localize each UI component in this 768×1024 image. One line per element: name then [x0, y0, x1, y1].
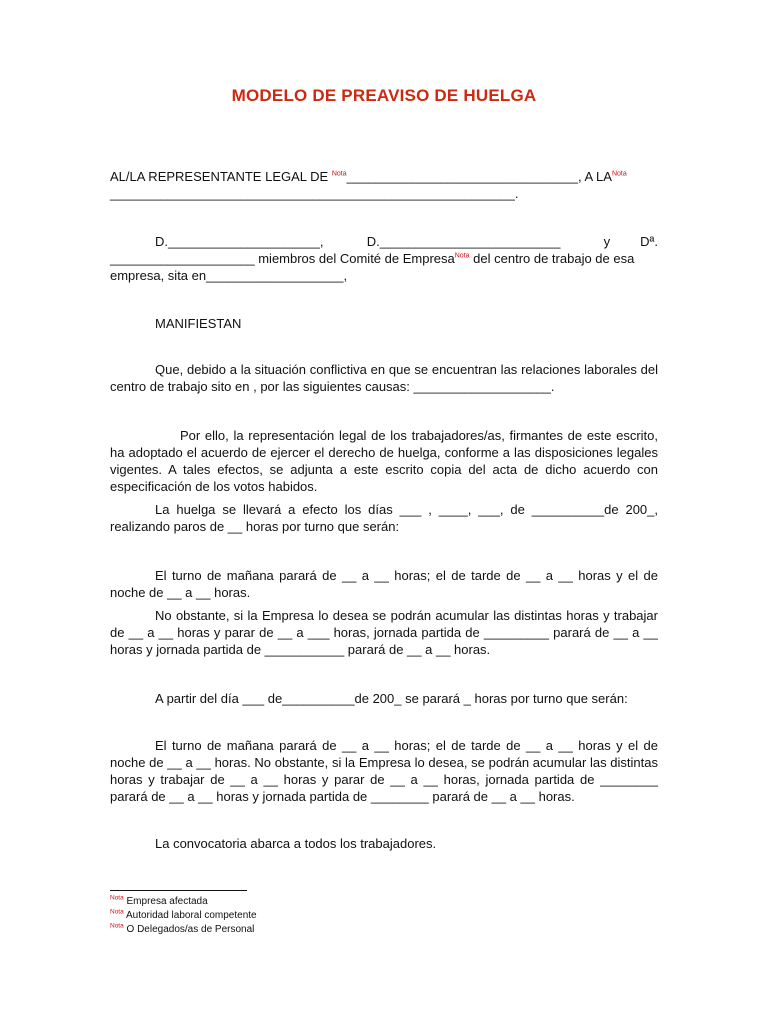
addressee-blank: ________________________________ — [346, 169, 578, 184]
paragraph-strike-days: La huelga se llevará a efecto los días ___ , ____, ___, de __________de 200_, realizando paros de __ horas por turno que serán: — [110, 502, 658, 534]
footnote-text: O Delegados/as de Personal — [126, 924, 255, 935]
member-da: Dª. — [640, 234, 658, 249]
members-text: miembros del Comité de Empresa — [254, 251, 455, 266]
addressee-mid: , A LA — [577, 169, 612, 184]
paragraph-agreement: Por ello, la representación legal de los trabajadores/as, firmantes de este escrito, ha adoptado el acuerdo de ejercer el derecho de huelga, conforme a las disposiciones legales vigentes. A tales efectos, se adjunta a este escrito copia del acta de dicho acuerdo con especificación de los votos habidos. — [110, 428, 658, 494]
paragraph-causes: Que, debido a la situación conflictiva en que se encuentran las relaciones laborales del centro de trabajo sito en , por las siguientes causas: ___________________. — [110, 362, 658, 394]
members-blank: ____________________ — [110, 251, 255, 266]
paragraph-shifts-2: El turno de mañana parará de __ a __ horas; el de tarde de __ a __ horas y el de noche de __ a __ horas. No obstante, si la Empresa lo desea, se podrán acumular las distintas horas y trabajar de __ a __ horas y parar de __ a __ horas, jornada partida de ________ parará de __ a __ horas y jornada partida de ________ parará de __ a __ horas. — [110, 738, 658, 804]
paragraph-shifts-1: El turno de mañana parará de __ a __ horas; el de tarde de __ a __ horas y el de noche de __ a __ horas. — [110, 568, 658, 600]
members-line3: empresa, sita en___________________, — [110, 268, 348, 283]
addressee-line2: ________________________________________________________. — [110, 186, 519, 201]
footnote-1 — [110, 896, 208, 908]
members-block — [110, 233, 658, 284]
member-d1: D._____________________, — [155, 234, 324, 249]
addressee-prefix: AL/LA REPRESENTANTE LEGAL DE — [110, 169, 332, 184]
footnote-3 — [110, 924, 254, 936]
footnote-ref-3: Nota — [454, 252, 470, 260]
members-end: del centro de trabajo de esa — [469, 251, 635, 266]
addressee-block — [110, 168, 658, 202]
document-title: MODELO DE PREAVISO DE HUELGA — [231, 86, 537, 105]
footnote-text: Autoridad laboral competente — [125, 910, 257, 921]
footnote-divider — [110, 890, 247, 891]
footnote-2 — [110, 910, 257, 922]
paragraph-convocation: La convocatoria abarca a todos los trabajadores. — [155, 836, 437, 851]
paragraph-from-day: A partir del día ___ de__________de 200_ se parará _ horas por turno que serán: — [155, 691, 628, 706]
paragraph-accumulate-1: No obstante, si la Empresa lo desea se podrán acumular las distintas horas y trabajar de __ a __ horas y parar de __ a ___ horas, jornada partida de _________ parará de __ a __ horas y jornada partida de ___________ parará de __ a __ horas. — [110, 608, 658, 657]
member-y: y — [603, 234, 611, 249]
footnote-mark: Nota — [110, 922, 124, 930]
footnote-ref-1: Nota — [331, 170, 347, 178]
member-d2: D._________________________ — [366, 234, 561, 249]
footnote-text: Empresa afectada — [126, 896, 208, 907]
footnote-ref-2: Nota — [611, 170, 627, 178]
footnote-mark: Nota — [110, 894, 124, 902]
manifiestan-heading: MANIFIESTAN — [155, 316, 242, 331]
footnote-mark: Nota — [110, 908, 124, 916]
